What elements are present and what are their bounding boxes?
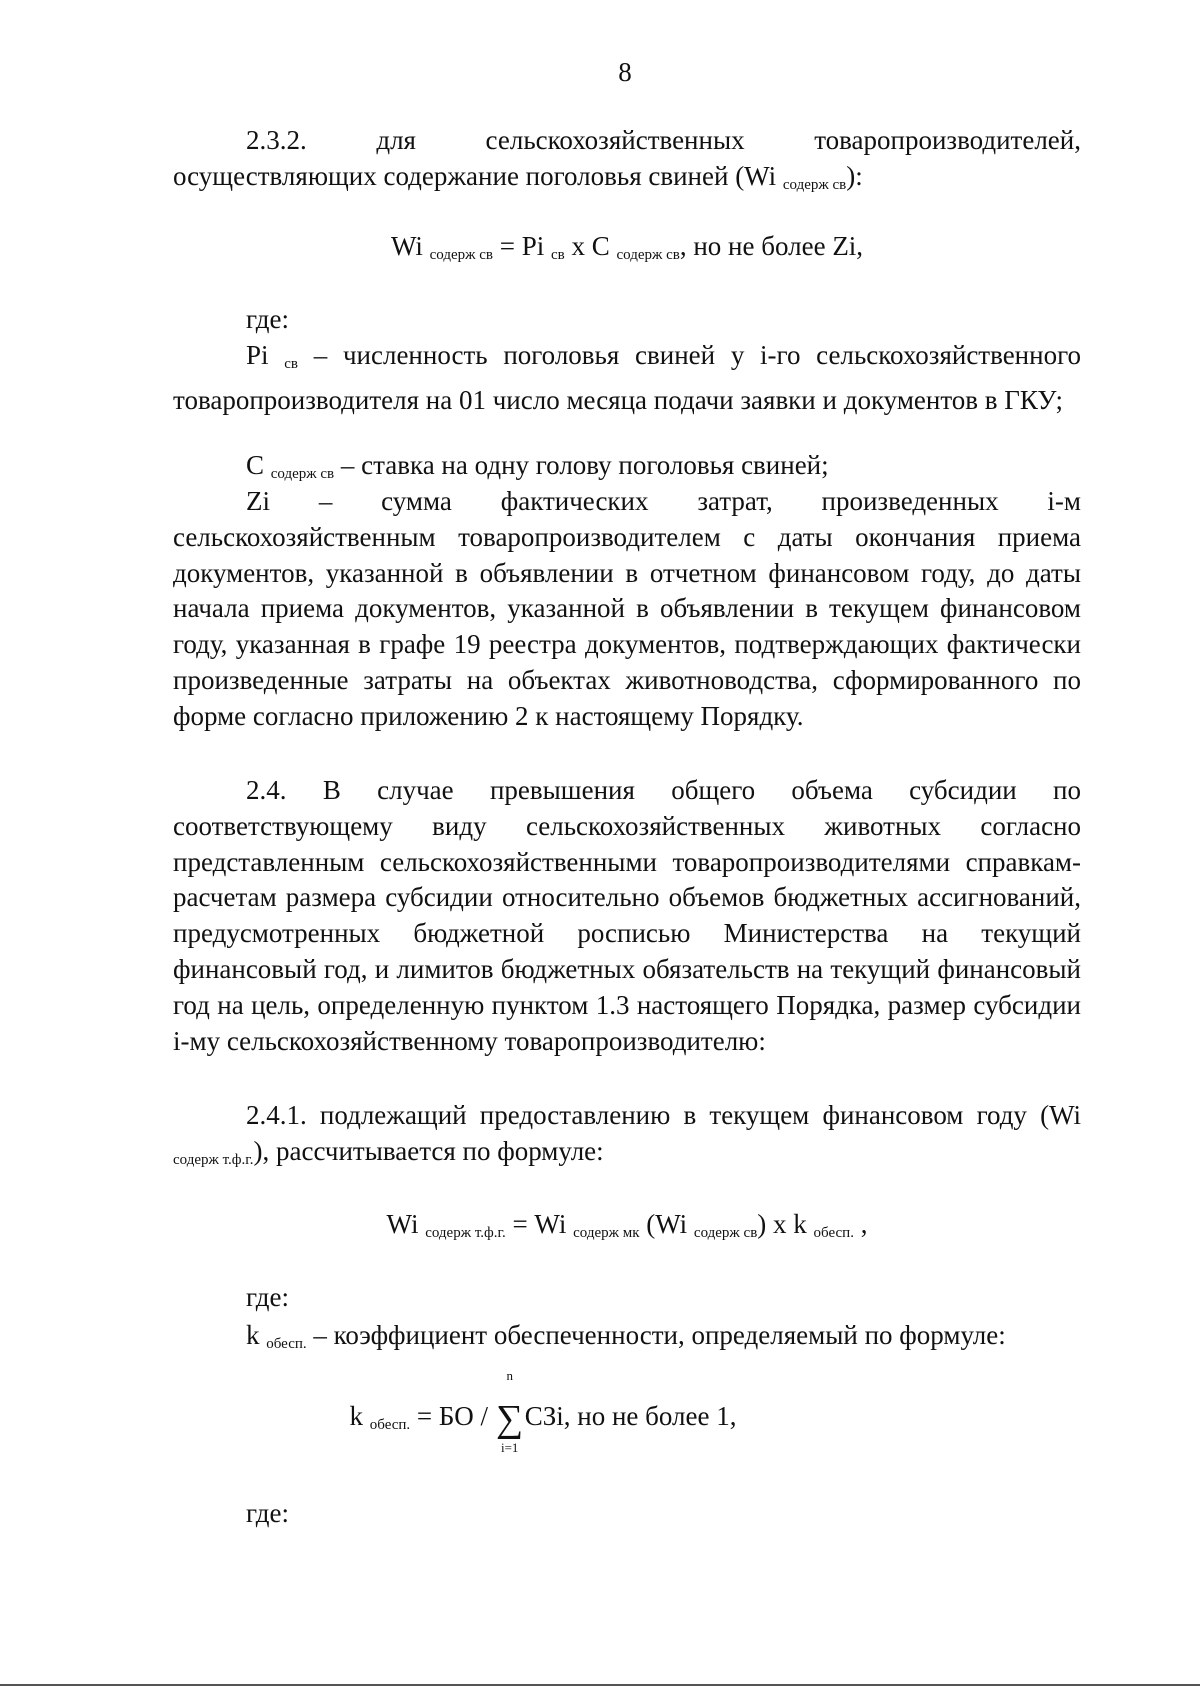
paragraph-text: 2.3.2. для сельскохозяйственных товаропроизводителей, осуществляющих содержание поголовья свиней (Wi	[173, 125, 1081, 191]
definition-zi: Zi – сумма фактических затрат, произведенных i-м сельскохозяйственным товаропроизводителем с даты окончания приема документов, указанной в объявлении в отчетном финансовом году, до даты начала приема документов, указанной в объявлении в текущем финансовом году, указанная в графе 19 реестра документов, подтверждающих фактически произведенные затраты на объектах животноводства, сформированного по форме согласно приложению 2 к настоящему Порядку.	[173, 486, 1081, 731]
definition-k: k $_{обесп.}$ – коэффициент обеспеченности, определяемый по формуле:	[246, 1320, 1006, 1352]
sum-symbol: n ∑ i=1	[496, 1368, 524, 1455]
paragraph-2-4: 2.4. В случае превышения общего объема субсидии по соответствующему виду сельскохозяйственных животных согласно представленным сельскохозяйственными товаропроизводителями справкам-расчетам размера субсидии относительно объемов бюджетных ассигнований, предусмотренных бюджетной росписью Министерства на текущий финансовый год, и лимитов бюджетных обязательств на текущий финансовый год на цель, определенную пунктом 1.3 настоящего Порядка, размер субсидии i-му сельскохозяйственному товаропроизводителю:	[173, 775, 1081, 1056]
formula-wi-soderzh-sv: Wi $_{содерж св}$ = Pi $_{св}$ х С $_{содерж св}$, но не более Zi,	[390, 231, 864, 263]
formula-k-obesp: k $_{обесп.}$ = БО / n ∑ i=1 СЗi, но не более 1,	[349, 1368, 737, 1455]
definition-c: С $_{содерж св}$ – ставка на одну голову поголовья свиней;	[246, 450, 829, 482]
paragraph-2-3-2	[173, 123, 1081, 204]
where-label: где:	[246, 1282, 289, 1312]
formula-wi-soderzh-tfg: Wi $_{содерж т.ф.г.}$ = Wi $_{содерж мк}$ (Wi $_{содерж св}$) х k $_{обесп.}$ ,	[386, 1209, 868, 1241]
where-label: где:	[246, 304, 289, 334]
where-label: где:	[246, 1498, 289, 1528]
paragraph-text: ):	[846, 160, 863, 191]
page-number: 8	[618, 57, 632, 87]
subscript: содерж св	[782, 176, 847, 193]
definition-pi: Pi $_{св}$ – численность поголовья свиней у i-го сельскохозяйственного товаропроизводителя на 01 число месяца подачи заявки и документов в ГКУ;	[173, 340, 1081, 415]
paragraph-2-4-1: 2.4.1. подлежащий предоставлению в текущем финансовом году (Wi $_{содерж т.ф.г.}$), рассчитывается по формуле:	[173, 1100, 1081, 1168]
scan-edge-line	[0, 1684, 1200, 1686]
